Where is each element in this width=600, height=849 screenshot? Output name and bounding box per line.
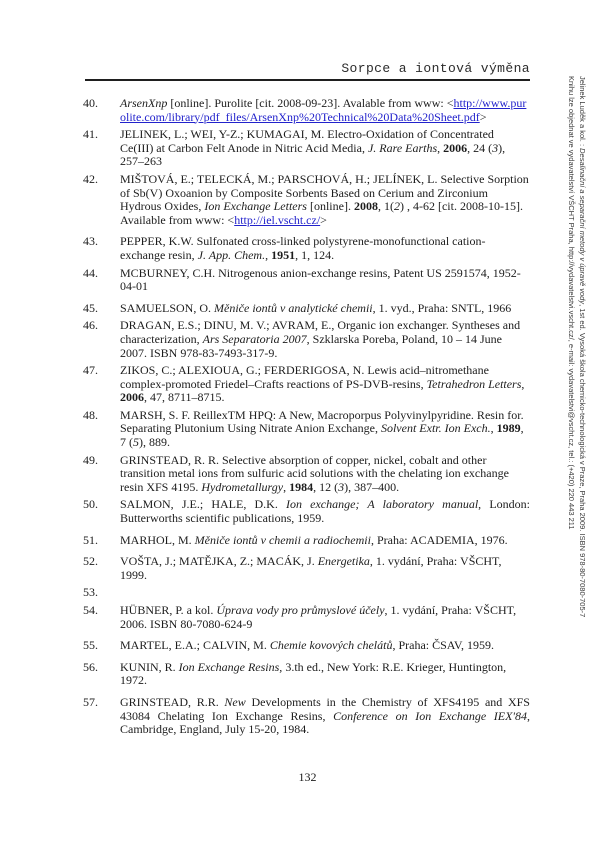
reference-text-segment: MARHOL, M. [120,532,195,547]
reference-text-segment: J. Rare Earths [367,140,438,155]
reference-item [83,555,530,582]
reference-text-segment: Ion Exchange Letters [204,199,307,214]
reference-text [120,639,530,653]
reference-text-segment: , 1, 124. [295,247,335,262]
reference-text-segment: J. App. Chem. [197,247,266,262]
reference-text-segment: ), 257–263 [120,140,506,169]
reference-text-segment: [online]. Purolite [cit. 2008-09-23]. Avalable from www: < [167,96,454,110]
reference-link[interactable]: http://iel.vscht.cz/ [234,212,321,227]
reference-text-segment: 2006 [443,140,468,155]
reference-text-segment: DRAGAN, E.S.; DINU, M. V.; AVRAM, E., Organic ion exchanger. Syntheses and characterization, [120,318,521,346]
reference-text-segment: [online]. [306,199,354,214]
reference-text-segment: , Szklarska Poreba, Poland, 10 – 14 June 2007. ISBN 978-83-7493-317-9. [120,331,502,360]
reference-number: 54. [83,603,98,617]
reference-number: 50. [83,497,98,512]
reference-text [120,97,530,124]
reference-text-segment: , [521,376,525,391]
reference-text-segment: , [437,140,444,155]
reference-text [120,319,530,360]
reference-number: 44. [83,265,98,280]
reference-text-segment: JELINEK, L.; WEI, Y-Z.; KUMAGAI, M. Electro-Oxidation of Concentrated Ce(III) at Carbon Felt Anode in Nitric Acid Media, [120,127,494,155]
reference-number: 53. [83,585,98,600]
reference-item [83,454,530,495]
reference-item [83,696,530,737]
reference-text-segment: SAMUELSON, O. [120,300,215,315]
reference-text-segment: 1951 [271,247,296,262]
reference-text [120,586,530,600]
reference-text-segment: , Praha: ACADEMIA, 1976. [370,532,508,547]
reference-link[interactable]: http://www.purolite.com/library/pdf_files/ArsenXnp%20Technical%20Data%20Sheet.pdf [120,96,527,124]
reference-number: 47. [83,363,98,378]
reference-item [83,639,530,653]
reference-text-segment: 3.th ed., New York: R.E. Krieger, Huntington, 1972. [120,659,507,688]
reference-text-segment: HÜBNER, P. a kol. [120,603,217,617]
reference-text-segment: PEPPER, K.W. Sulfonated cross-linked polystyrene-monofunctional cation-exchange resin, [120,234,486,262]
reference-text-segment: Developments in the Chemistry of XFS4195 and XFS 43084 Chelating Ion Exchange Resins, [120,694,530,723]
reference-text-segment: , 1( [377,199,394,214]
reference-text-segment: 2006 [120,390,144,405]
reference-number: 51. [83,532,98,547]
reference-text-segment: GRINSTEAD, R.R. [120,694,225,709]
reference-list [83,97,530,737]
reference-text-segment: Energetika [317,554,370,569]
reference-text [120,128,530,169]
reference-item [83,128,530,169]
reference-item [83,319,530,360]
reference-text [120,454,530,495]
reference-number: 40. [83,96,98,110]
reference-text-segment: 2 [393,199,400,214]
reference-number: 49. [83,452,98,467]
reference-number: 56. [83,659,98,674]
reference-text-segment: Ion Exchange Resins, [178,659,283,674]
reference-item [83,173,530,227]
reference-text-segment: MIŠTOVÁ, E.; TELECKÁ, M.; PARSCHOVÁ, H.; JELÍNEK, L. Selective Sorption of Sb(V) Oxoanion by Composite Sorbents Based on Cerium and Zirconium Hydrous Oxides, [120,171,529,214]
reference-item [83,498,530,525]
reference-number: 41. [83,127,98,142]
reference-text-segment: , 47, 8711–8715. [144,390,225,405]
header-rule [85,79,530,81]
book-citation-suffix: , 1st ed. Vysoká škola chemicko-technologická v Praze, Praha 2009. ISBN 978-80-7080-705-7 [578,304,587,618]
reference-text-segment: ) , 4-62 [cit. 2008-10-15]. Available from www: < [120,199,523,227]
reference-item [83,661,530,688]
reference-item [83,409,530,450]
reference-text-segment: 5 [133,435,139,450]
reference-text [120,302,530,316]
reference-number: 55. [83,638,98,653]
reference-text-segment: 1984 [289,479,314,494]
reference-text-segment: , 1. vydání, Praha: VŠCHT, 1999. [120,554,502,582]
reference-number: 52. [83,554,98,569]
reference-text-segment: ArsenXnp [120,96,168,110]
reference-text-segment: , 7 ( [120,421,524,450]
reference-number: 45. [83,300,98,315]
reference-text-segment: 3 [492,140,499,155]
reference-text [120,696,530,737]
reference-text-segment: MARSH, S. F. ReillexTM HPQ: A New, Macroporpus Polyvinylpyridine. Resin for. Separating Plutonium Using Nitrate Anion Exchange, [120,407,524,436]
reference-text-segment: , Praha: ČSAV, 1959. [392,638,495,653]
reference-number: 46. [83,318,98,333]
reference-item [83,267,530,294]
reference-item [83,97,530,124]
book-citation-line [577,76,588,621]
reference-text-segment: , 24 ( [467,140,493,155]
reference-text-segment: ZIKOS, C.; ALEXIOUA, G.; FERDERIGOSA, N. Lewis acid–nitromethane complex-promoted Friedel–Crafts reactions of PS-DVB-resins, [120,363,489,391]
reference-text-segment: > [479,109,487,124]
reference-text [120,235,530,262]
reference-text [120,534,530,548]
running-header-title: Sorpce a iontová výměna [341,61,530,76]
book-citation-prefix: Jelinek Luděk a kol. : [578,76,587,149]
book-order-line: Knihu lze objednat ve vydavatelství VŠCHT Praha, http://vydavatelstvi.vscht.cz/, e-mail: vydavatelstvi@vscht.cz, tel.: (+420) 220 443 211 [567,76,576,530]
reference-text [120,173,530,227]
reference-text-segment: , 1. vydání, Praha: VŠCHT, 2006. ISBN 80-7080-624-9 [120,603,517,631]
reference-text-segment: , 12 ( [313,479,339,494]
reference-text-segment: , 1. vyd., Praha: SNTL, 1966 [372,300,512,315]
reference-text-segment: MCBURNEY, C.H. Nitrogenous anion-exchange resins, Patent US 2591574, 1952-04-01 [120,265,521,294]
reference-text-segment: KUNIN, R. [120,659,179,674]
reference-text-segment: > [320,212,327,227]
reference-text [120,267,530,294]
reference-text-segment: GRINSTEAD, R. R. Selective absorption of copper, nickel, cobalt and other transition metal ions from sulfuric acid solutions with the chelating ion exchange resin XFS 4195. [120,452,509,494]
reference-text-segment: 1989 [496,421,521,436]
reference-text [120,364,530,405]
reference-text [120,604,530,631]
reference-text-segment: , [490,421,497,436]
reference-item [83,364,530,405]
reference-text-segment: Conference on Ion Exchange IEX'84 [333,708,527,723]
reference-number: 43. [83,234,98,249]
reference-number: 57. [83,694,98,709]
reference-item [83,604,530,631]
reference-text-segment: , Cambridge, England, July 15-20, 1984. [120,708,530,737]
reference-text-segment: MARTEL, E.A.; CALVIN, M. [120,638,270,653]
reference-text-segment: Ion exchange; A laboratory manual [285,497,479,512]
reference-text-segment: ), 889. [139,435,170,450]
reference-text-segment: Úprava vody pro průmyslové účely [216,603,385,617]
reference-text-segment: , London: Butterworths scientific publications, 1959. [120,497,530,526]
reference-text-segment: Chemie kovových chelátů [269,638,393,653]
reference-number: 42. [83,171,98,186]
reference-text-segment: VOŠTA, J.; MATĚJKA, Z.; MACÁK, J. [120,554,318,569]
reference-text-segment: SALMON, J.E.; HALE, D.K. [120,497,286,512]
page-number: 132 [298,770,317,784]
book-citation-vertical [566,76,588,621]
reference-text-segment: Solvent Extr. Ion Exch. [380,421,491,436]
reference-item [83,235,530,262]
reference-item [83,302,530,316]
reference-text [120,409,530,450]
reference-text-segment: Hydrometallurgy [201,479,284,494]
reference-number: 48. [83,407,98,422]
book-citation-title: Desalinační a separační metody v úpravě vody [578,148,587,305]
reference-text-segment: , [265,247,272,262]
reference-text-segment: Ars Separatoria 2007 [202,331,307,346]
reference-text [120,661,530,688]
reference-text [120,555,530,582]
reference-item [83,534,530,548]
reference-item [83,586,530,600]
reference-text [120,498,530,525]
reference-text-segment: Měniče iontů v analytické chemii [214,300,373,315]
reference-text-segment: 3 [338,479,345,494]
reference-text-segment: , [283,479,290,494]
reference-text-segment: New [224,694,246,709]
reference-text-segment: Tetrahedron Letters [426,376,522,391]
reference-text-segment: Měniče iontů v chemii a radiochemii [194,532,371,547]
reference-text-segment: ), 387–400. [344,479,400,494]
reference-text-segment: 2008 [353,199,378,214]
